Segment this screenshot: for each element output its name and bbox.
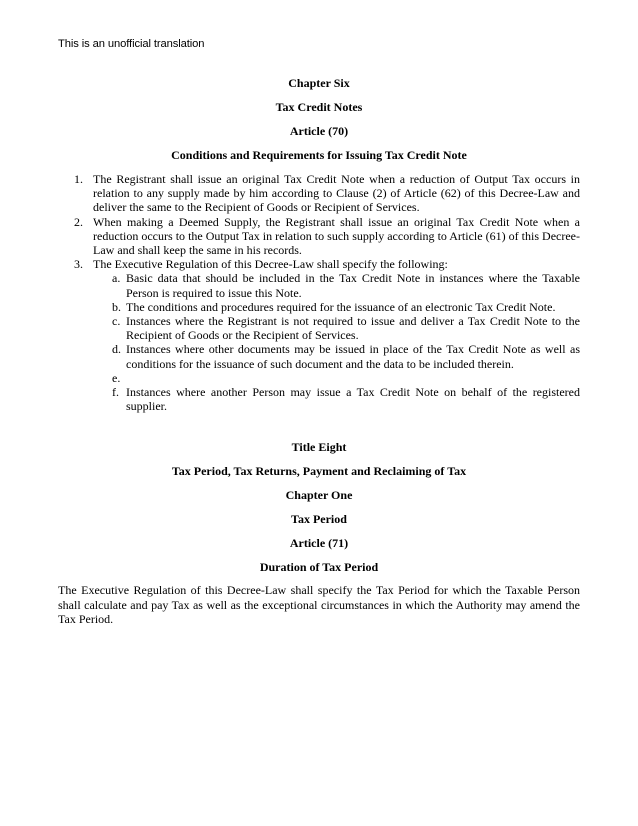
list-item-number: 1. (74, 172, 83, 186)
article-71-label: Article (71) (289, 536, 349, 550)
title-eight-subtitle: Tax Period, Tax Returns, Payment and Reclaiming of Tax (171, 464, 467, 478)
list-item-text: When making a Deemed Supply, the Registrant shall issue an original Tax Credit Note when a reduction occurs to the Output Tax in relation to such supply according to Article (61) of this Decree-Law and shall keep the same in his records. (93, 214, 580, 258)
sub-list-item-text: Basic data that should be included in the Tax Credit Note in instances where the Taxable Person is required to issue this Note. (126, 271, 580, 300)
sub-list-item-text: The conditions and procedures required for the issuance of an electronic Tax Credit Note. (126, 299, 556, 314)
sub-list-item (58, 371, 580, 385)
article-70-label: Article (70) (289, 124, 349, 138)
list-item (58, 215, 580, 258)
sub-list-item (58, 271, 580, 299)
sub-list-item-text: Instances where other documents may be issued in place of the Tax Credit Note as well as conditions for the issuance of such document and the data to be included therein. (126, 342, 580, 371)
sub-list-item-letter: a. (112, 271, 121, 286)
chapter-one-title: Tax Period (291, 512, 347, 526)
sub-list-item-letter: b. (112, 299, 121, 314)
sub-list-item (58, 314, 580, 342)
list-item (58, 172, 580, 215)
article-71-heading: Duration of Tax Period (259, 560, 379, 574)
sub-list-item-letter: d. (112, 342, 121, 357)
main-list (58, 172, 580, 271)
sub-list-item-letter: c. (112, 314, 121, 329)
sub-list-item (58, 300, 580, 314)
article-70-body (58, 172, 580, 413)
sub-list-item-text: Instances where another Person may issue a Tax Credit Note on behalf of the registered supplier. (126, 385, 580, 414)
list-item-number: 3. (74, 257, 83, 272)
article-71-paragraph: The Executive Regulation of this Decree-Law shall specify the Tax Period for which the Taxable Person shall calculate and pay Tax as well as the exceptional circumstances in which the Authority may amend the Tax Period. (58, 583, 580, 626)
list-item-number: 2. (74, 214, 83, 229)
sub-list-item (58, 342, 580, 370)
sub-list (58, 271, 580, 413)
list-item-text: The Registrant shall issue an original Tax Credit Note when a reduction of Output Tax occurs in relation to any supply made by him according to Clause (2) of Article (62) of this Decree-Law and deliver the same to the Recipient of Goods or Recipient of Services. (93, 172, 580, 215)
list-item-text: The Executive Regulation of this Decree-Law shall specify the following: (93, 257, 448, 272)
sub-list-item (58, 385, 580, 413)
sub-list-item-letter: f. (112, 385, 119, 400)
list-item (58, 257, 580, 271)
translation-note: This is an unofficial translation (58, 38, 205, 50)
article-70-heading: Conditions and Requirements for Issuing Tax Credit Note (171, 148, 467, 162)
chapter-six-title: Tax Credit Notes (275, 100, 363, 114)
sub-list-item-letter: e. (112, 370, 121, 385)
chapter-six-label: Chapter Six (288, 76, 350, 90)
title-eight-label: Title Eight (291, 440, 347, 454)
chapter-one-label: Chapter One (285, 488, 353, 502)
sub-list-item-text: Instances where the Registrant is not required to issue and deliver a Tax Credit Note to the Recipient of Goods or the Recipient of Services. (126, 314, 580, 343)
